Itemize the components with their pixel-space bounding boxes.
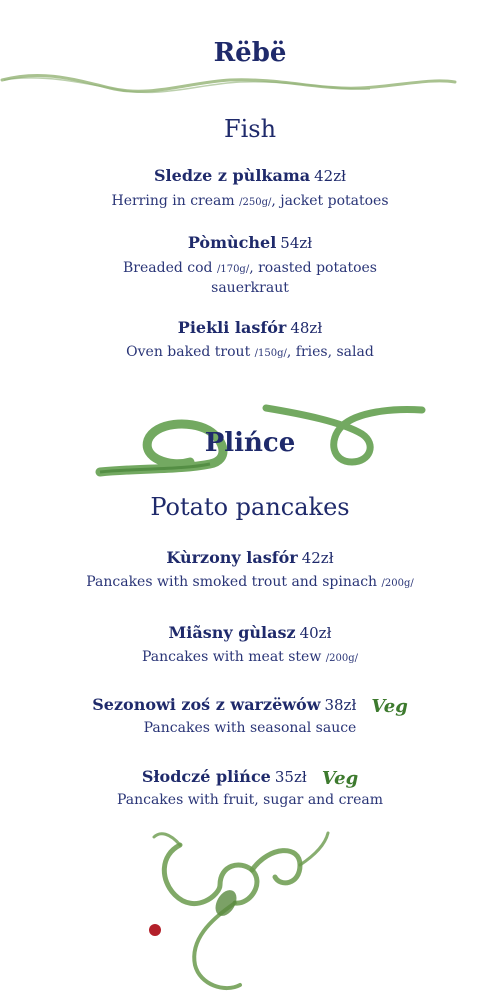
dish-price: 35zł bbox=[274, 768, 307, 786]
pancakes-section-title: Plińce bbox=[204, 428, 296, 458]
dish-miasny-gulasz bbox=[0, 623, 500, 642]
fish-subtitle: Fish bbox=[223, 115, 277, 143]
dish-kurzony-lasfor bbox=[0, 548, 500, 567]
fish-section-title: Rëbë bbox=[213, 38, 287, 68]
dish-price: 42zł bbox=[314, 167, 346, 185]
dish-description: Herring in cream /250g/, jacket potatoes bbox=[111, 193, 389, 209]
wave-divider-icon bbox=[0, 68, 500, 108]
dish-weight: /200g/ bbox=[381, 578, 414, 589]
dish-weight: /200g/ bbox=[325, 653, 359, 664]
dish-sledze bbox=[0, 166, 500, 185]
dish-description: Pancakes with smoked trout and spinach /200g/ bbox=[86, 574, 414, 590]
dish-description: Pancakes with meat stew /200g/ bbox=[141, 649, 359, 665]
pancakes-subtitle: Potato pancakes bbox=[150, 493, 350, 521]
vine-ornament-icon bbox=[140, 825, 340, 1000]
dish-slodcze-plince bbox=[0, 766, 500, 787]
dish-price: 38zł bbox=[324, 696, 357, 714]
dish-piekli-lasfor bbox=[0, 318, 500, 337]
dish-weight: /150g/ bbox=[254, 348, 287, 359]
dish-name: Kùrzony lasfór bbox=[166, 548, 298, 567]
dish-name: Pòmùchel bbox=[187, 233, 277, 252]
dish-name: Sezonowi zoś z warzëwów bbox=[92, 695, 321, 714]
dish-weight: /250g/ bbox=[239, 197, 272, 208]
dish-price: 42zł bbox=[301, 549, 334, 567]
veg-badge-icon: Veg bbox=[371, 696, 408, 717]
dish-pomuchel bbox=[0, 233, 500, 252]
dish-sezonowi-zos bbox=[0, 694, 500, 715]
veg-badge-icon: Veg bbox=[321, 768, 359, 789]
dish-price: 48zł bbox=[290, 319, 323, 337]
dish-description: Pancakes with fruit, sugar and cream bbox=[116, 792, 384, 808]
dish-price: 54zł bbox=[280, 234, 313, 252]
dish-name: Miãsny gùlasz bbox=[168, 623, 296, 642]
dish-weight: /170g/ bbox=[216, 264, 250, 275]
dish-description: Pancakes with seasonal sauce bbox=[143, 720, 357, 736]
dish-name: Słodczé plińce bbox=[141, 767, 271, 786]
dish-name: Sledze z pùlkama bbox=[154, 166, 311, 185]
dish-description: Oven baked trout /150g/, fries, salad bbox=[126, 344, 374, 360]
dish-name: Piekli lasfór bbox=[177, 318, 287, 337]
dish-description: Breaded cod /170g/, roasted potatoes sauerkraut bbox=[123, 260, 377, 296]
dish-price: 40zł bbox=[299, 624, 332, 642]
